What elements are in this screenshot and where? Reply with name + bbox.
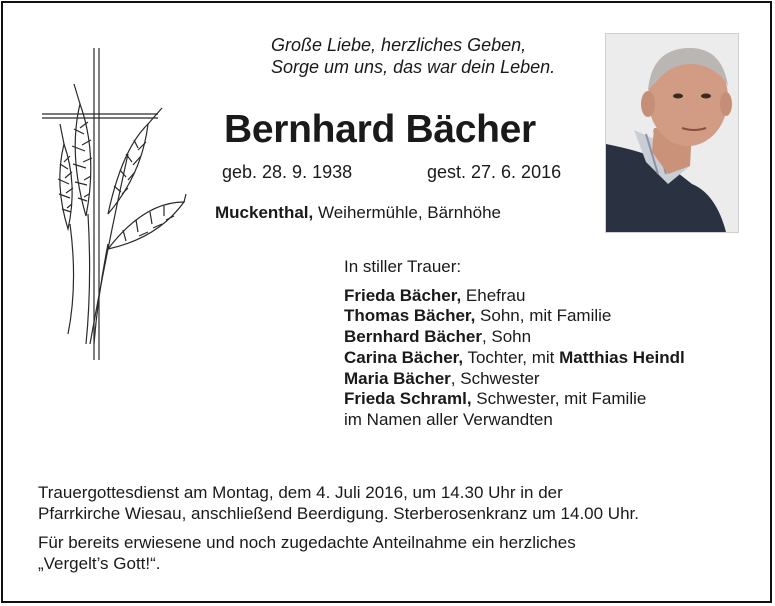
thanks-line: „Vergelt’s Gott!“. xyxy=(38,554,161,573)
mourner-name: Bernhard Bächer xyxy=(344,327,482,347)
service-line: Pfarrkirche Wiesau, anschließend Beerdigung. Sterberosenkranz um 14.00 Uhr. xyxy=(38,504,639,523)
birth-date: geb. 28. 9. 1938 xyxy=(222,162,353,182)
cross-with-wheat-icon xyxy=(38,44,188,366)
mourner-relation: Schwester, mit Familie xyxy=(471,389,647,409)
mourner-entry xyxy=(344,286,685,307)
mourner-name: Frieda Bächer, xyxy=(344,285,462,305)
thanks-note xyxy=(38,532,576,574)
memorial-verse xyxy=(271,34,555,78)
mourners-closing: im Namen aller Verwandten xyxy=(344,409,553,429)
death-date: gest. 27. 6. 2016 xyxy=(427,162,562,182)
mourner-entry xyxy=(344,389,685,410)
mourner-name: Maria Bächer xyxy=(344,368,451,388)
mourner-entry xyxy=(344,369,685,390)
mourners-list xyxy=(344,257,685,431)
mourners-heading: In stiller Trauer: xyxy=(344,257,462,276)
mourner-name: Carina Bächer, xyxy=(344,347,464,367)
mourner-relation: Tochter, mit xyxy=(463,347,560,367)
mourner-relation: Ehefrau xyxy=(461,285,526,305)
mourner-relation: , Schwester xyxy=(450,368,540,388)
mourner-relation: , Sohn xyxy=(481,327,532,347)
service-line: Trauergottesdienst am Montag, dem 4. Juli 2016, um 14.30 Uhr in der xyxy=(38,483,563,502)
portrait-photo xyxy=(605,33,739,233)
mourner-name: Thomas Bächer, xyxy=(344,306,476,326)
residence-rest: Weihermühle, Bärnhöhe xyxy=(313,203,501,222)
verse-line: Große Liebe, herzliches Geben, xyxy=(271,35,527,55)
residence xyxy=(215,203,501,223)
mourner-entry xyxy=(344,348,685,369)
service-info xyxy=(38,482,639,524)
residence-main: Muckenthal, xyxy=(215,203,314,222)
mourner-entry xyxy=(344,327,685,348)
mourner-relation: Sohn, mit Familie xyxy=(475,306,612,326)
mourner-name: Frieda Schraml, xyxy=(344,389,472,409)
verse-line: Sorge um uns, das war dein Leben. xyxy=(271,57,556,77)
mourner-entry xyxy=(344,306,685,327)
mourner-partner-name: Matthias Heindl xyxy=(559,347,685,367)
thanks-line: Für bereits erwiesene und noch zugedachte Anteilnahme ein herzliches xyxy=(38,533,576,552)
deceased-name: Bernhard Bächer xyxy=(224,108,536,151)
